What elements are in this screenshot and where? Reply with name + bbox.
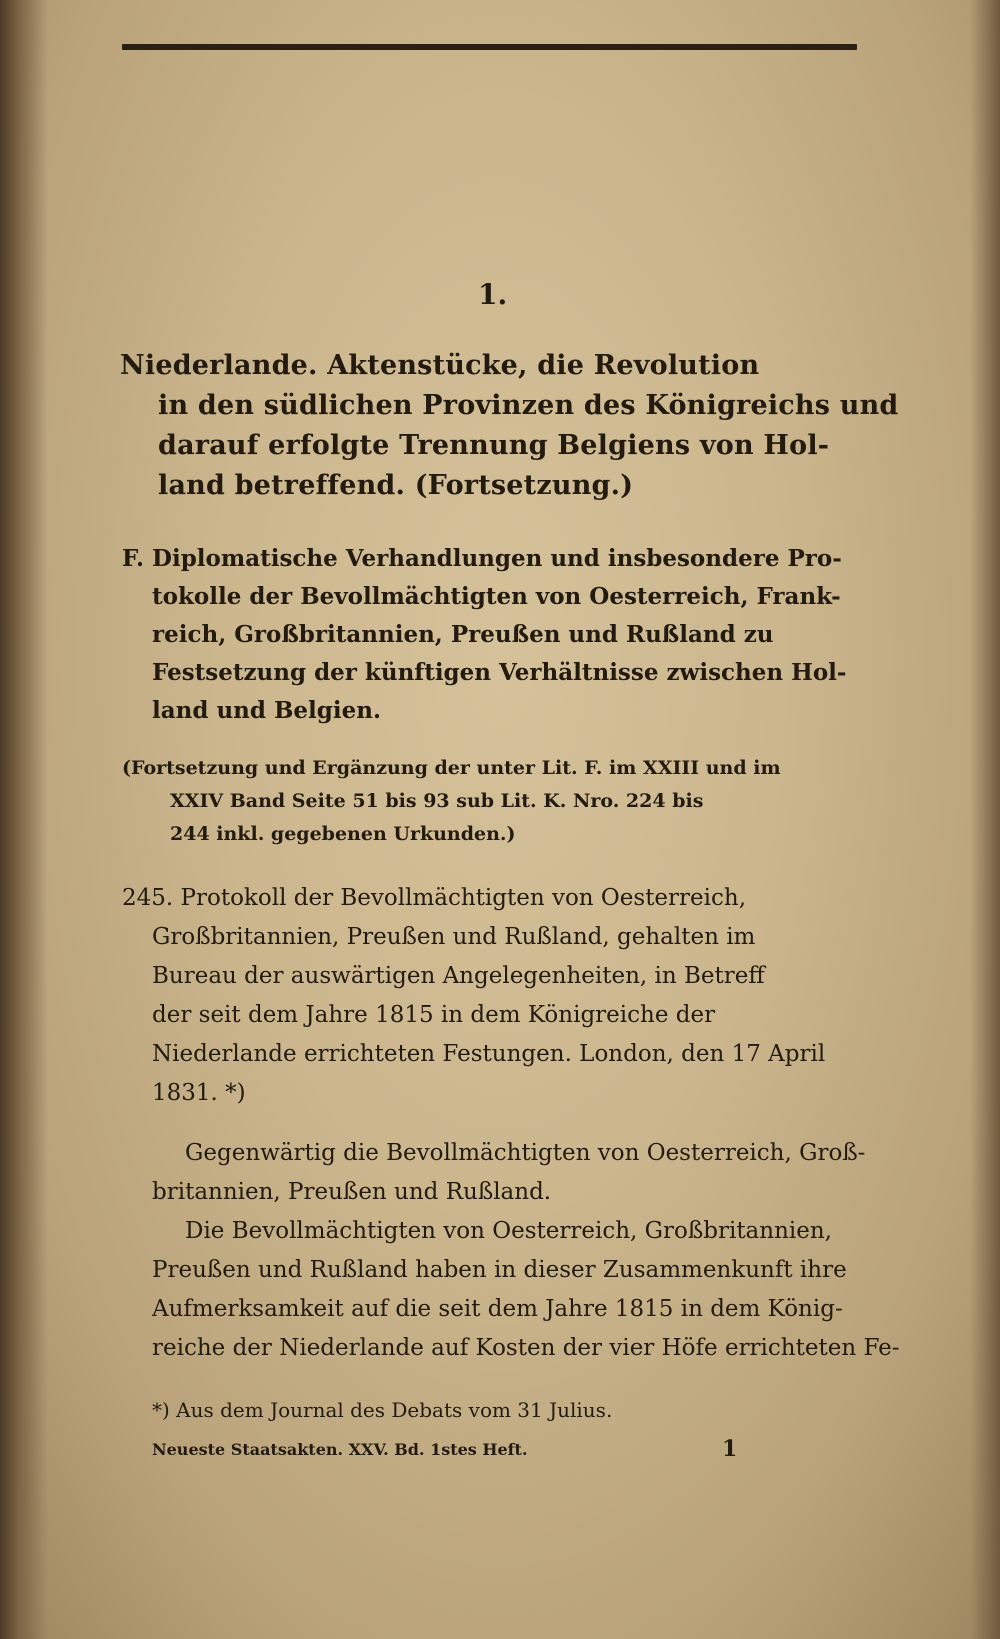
protocol-line: Niederlande errichteten Festungen. London, den 17 April <box>152 1041 826 1067</box>
protocol-line: 1831. *) <box>152 1080 246 1106</box>
note-line: (Fortsetzung und Ergänzung der unter Lit. F. im XXIII und im <box>122 757 781 779</box>
title-line: in den südlichen Provinzen des Königreichs und <box>158 390 899 421</box>
header-rule <box>122 44 857 50</box>
subsection-line: land und Belgien. <box>152 697 381 724</box>
body-line: britannien, Preußen und Rußland. <box>152 1179 552 1205</box>
footnote: *) Aus dem Journal des Debats vom 31 Julius. <box>152 1398 613 1422</box>
subsection-line: F. Diplomatische Verhandlungen und insbesondere Pro- <box>122 545 842 572</box>
section-number: 1. <box>478 278 508 311</box>
body-line: Die Bevollmächtigten von Oesterreich, Großbritannien, <box>185 1218 832 1244</box>
subsection-line: reich, Großbritannien, Preußen und Rußland zu <box>152 621 774 648</box>
page-number: 1 <box>722 1436 738 1462</box>
body-line: reiche der Niederlande auf Kosten der vier Höfe errichteten Fe- <box>152 1335 900 1361</box>
title-line: Niederlande. Aktenstücke, die Revolution <box>120 350 760 381</box>
subsection-line: tokolle der Bevollmächtigten von Oesterreich, Frank- <box>152 583 841 610</box>
title-line: land betreffend. (Fortsetzung.) <box>158 470 634 501</box>
body-line: Aufmerksamkeit auf die seit dem Jahre 1815 in dem König- <box>152 1296 843 1322</box>
note-line: 244 inkl. gegebenen Urkunden.) <box>170 823 516 845</box>
title-line: darauf erfolgte Trennung Belgiens von Hol- <box>158 430 830 461</box>
protocol-line: Großbritannien, Preußen und Rußland, gehalten im <box>152 924 756 950</box>
body-line: Gegenwärtig die Bevollmächtigten von Oesterreich, Groß- <box>185 1140 866 1166</box>
protocol-line: Bureau der auswärtigen Angelegenheiten, in Betreff <box>152 963 765 989</box>
note-line: XXIV Band Seite 51 bis 93 sub Lit. K. Nro. 224 bis <box>170 790 704 812</box>
protocol-line: der seit dem Jahre 1815 in dem Königreiche der <box>152 1002 716 1028</box>
signature-mark: Neueste Staatsakten. XXV. Bd. 1stes Heft. <box>152 1440 528 1459</box>
subsection-line: Festsetzung der künftigen Verhältnisse zwischen Hol- <box>152 659 847 686</box>
body-line: Preußen und Rußland haben in dieser Zusammenkunft ihre <box>152 1257 847 1283</box>
protocol-line: 245. Protokoll der Bevollmächtigten von Oesterreich, <box>122 885 747 911</box>
